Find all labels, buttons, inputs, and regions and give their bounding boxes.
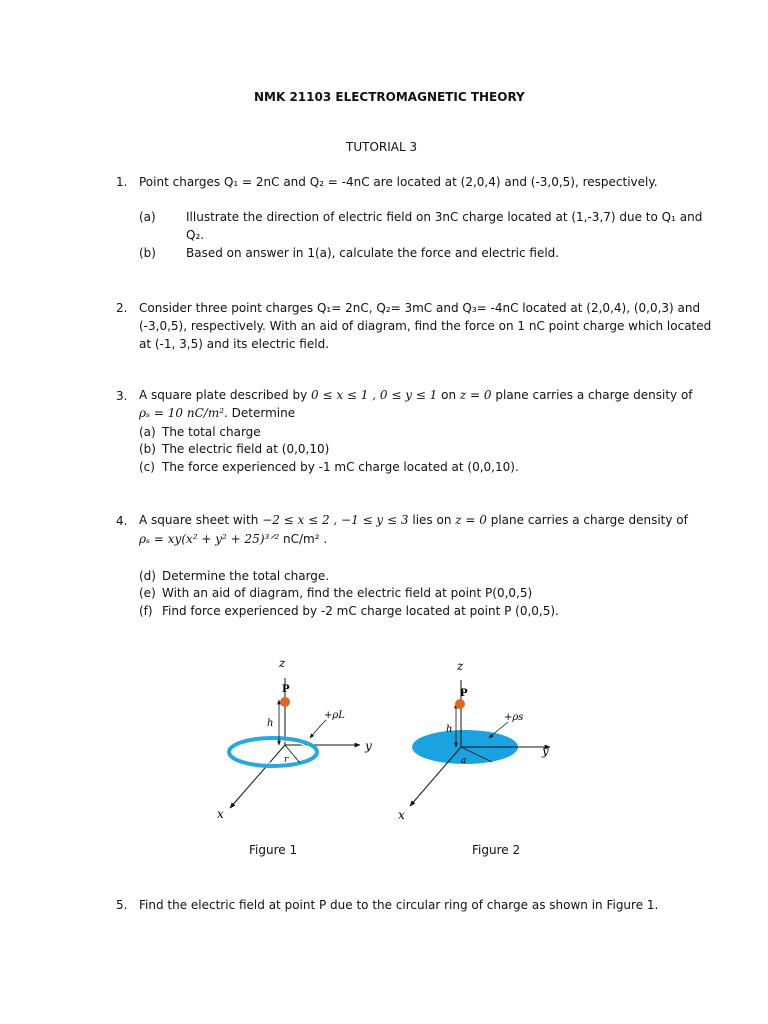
part-label: (d) — [139, 569, 156, 583]
tutorial-title: TUTORIAL 3 — [346, 140, 418, 154]
question-text: plane carries a charge density of — [495, 388, 693, 402]
part-text: Illustrate the direction of electric field on 3nC charge located at (1,-3,7) due to Q₁ and — [186, 210, 703, 224]
part-label: (a) — [139, 210, 156, 224]
question-text: A square plate described by — [139, 388, 308, 402]
part-text: The electric field at (0,0,10) — [162, 442, 330, 456]
question-text: A square sheet with — [139, 513, 259, 527]
question-number: 4. — [116, 514, 128, 528]
domain-condition: −2 ≤ x ≤ 2 , −1 ≤ y ≤ 3 — [262, 513, 409, 527]
part-label: (b) — [139, 442, 156, 456]
charge-density: ρₛ = xy(x² + y² + 25)³ᐟ² — [139, 532, 280, 546]
question-line: (-3,0,5), respectively. With an aid of diagram, find the force on 1 nC point charge which located — [139, 319, 712, 333]
part-text: With an aid of diagram, find the electric field at point P(0,0,5) — [162, 586, 533, 600]
question-text: Find the electric field at point P due to the circular ring of charge as shown in Figure 1. — [139, 898, 659, 912]
plane-equation: z = 0 — [455, 513, 487, 527]
plane-equation: z = 0 — [459, 388, 492, 402]
part-label: (a) — [139, 425, 156, 439]
part-text: Find force experienced by -2 mC charge located at point P (0,0,5). — [162, 604, 559, 618]
part-label: (e) — [139, 586, 156, 600]
question-number: 1. — [116, 175, 128, 189]
x-label: x — [398, 808, 405, 822]
part-text: Based on answer in 1(a), calculate the force and electric field. — [186, 246, 560, 260]
charged-ring-inner — [233, 741, 313, 763]
question-line: at (-1, 3,5) and its electric field. — [139, 337, 330, 351]
point-p-charge — [455, 699, 465, 709]
part-label: (f) — [139, 604, 153, 618]
question-line — [139, 388, 693, 402]
y-label: y — [365, 739, 372, 753]
question-number: 5. — [116, 898, 128, 912]
z-label: z — [279, 656, 286, 670]
a-label: a — [461, 756, 467, 766]
part-label: (c) — [139, 460, 155, 474]
figure-1-caption: Figure 1 — [249, 843, 298, 857]
figure-1-diagram — [200, 650, 390, 830]
part-text-continued: Q₂. — [186, 228, 205, 242]
charged-ring — [229, 738, 317, 766]
question-line: Consider three point charges Q₁= 2nC, Q₂= 3mC and Q₃= -4nC located at (2,0,4), (0,0,3) and — [139, 301, 701, 315]
r-label: r — [284, 755, 289, 765]
h-label: h — [446, 724, 453, 735]
p-label: P — [460, 688, 468, 699]
question-line — [139, 532, 327, 546]
figure-2-caption: Figure 2 — [472, 843, 521, 857]
question-number: 3. — [116, 389, 128, 403]
question-number: 2. — [116, 301, 128, 315]
question-line — [139, 406, 295, 420]
question-line — [139, 513, 688, 527]
part-label: (b) — [139, 246, 156, 260]
domain-condition: 0 ≤ x ≤ 1 , 0 ≤ y ≤ 1 — [311, 388, 438, 402]
part-text: Determine the total charge. — [162, 569, 330, 583]
x-label: x — [217, 807, 224, 821]
question-text: lies on — [412, 513, 452, 527]
rho-label: +ρL — [324, 710, 345, 721]
question-text: on — [441, 388, 457, 402]
rho-label: +ρs — [504, 712, 524, 723]
figure-2-diagram — [390, 650, 580, 830]
p-label: P — [282, 684, 290, 695]
z-label: z — [457, 659, 464, 673]
question-text: . Determine — [224, 406, 296, 420]
h-label: h — [267, 718, 274, 729]
course-title: NMK 21103 ELECTROMAGNETIC THEORY — [254, 90, 525, 104]
charge-density: ρₛ = 10 nC/m² — [139, 406, 225, 420]
question-text: plane carries a charge density of — [490, 513, 688, 527]
part-text: The total charge — [162, 425, 261, 439]
question-text: Point charges Q₁ = 2nC and Q₂ = -4nC are located at (2,0,4) and (-3,0,5), respectively. — [139, 175, 658, 189]
charge-label-pointer — [310, 720, 326, 738]
part-text: The force experienced by -1 mC charge located at (0,0,10). — [162, 460, 519, 474]
point-p-charge — [280, 697, 290, 707]
density-unit: nC/m² . — [283, 532, 328, 546]
y-label: y — [542, 744, 549, 758]
x-axis — [230, 745, 285, 808]
